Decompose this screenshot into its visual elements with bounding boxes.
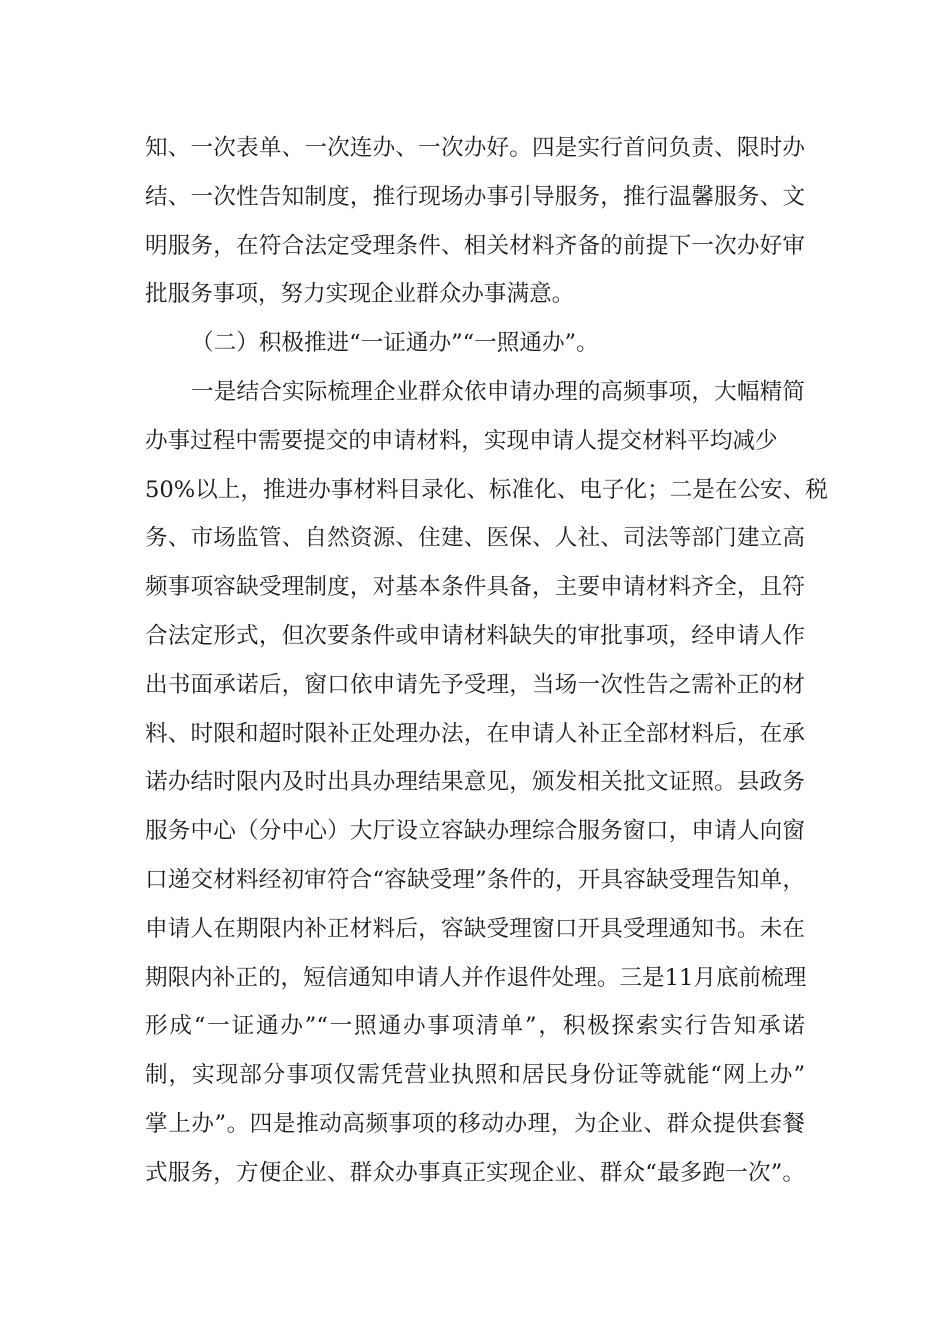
text-line: 诺办结时限内及时出具办理结果意见，颁发相关批文证照。县政务 bbox=[145, 769, 805, 796]
text-line: 办事过程中需要提交的申请材料，实现申请人提交材料平均减少 bbox=[145, 427, 778, 454]
text-line: 申请人在期限内补正材料后，容缺受理窗口开具受理通知书。未在 bbox=[145, 915, 805, 942]
text-line: 知、一次表单、一次连办、一次办好。四是实行首问负责、限时办 bbox=[145, 135, 805, 161]
text-line: 务、市场监管、自然资源、住建、医保、人社、司法等部门建立高 bbox=[145, 525, 805, 552]
text-line: 50%以上，推进办事材料目录化、标准化、电子化；二是在公安、税 bbox=[145, 476, 828, 503]
text-line: 批服务事项，努力实现企业群众办事满意。 bbox=[145, 281, 575, 308]
text-line: 明服务，在符合法定受理条件、相关材料齐备的前提下一次办好审 bbox=[145, 232, 805, 259]
text-line: 口递交材料经初审符合“容缺受理”条件的，开具容缺受理告知单， bbox=[145, 866, 805, 893]
text-line: 形成“一证通办”“一照通办事项清单”，积极探索实行告知承诺 bbox=[145, 1013, 805, 1040]
text-line: 服务中心（分中心）大厅设立容缺办理综合服务窗口，申请人向窗 bbox=[145, 818, 805, 845]
text-line: 结、一次性告知制度，推行现场办事引导服务，推行温馨服务、文 bbox=[145, 183, 805, 210]
text-line: 制，实现部分事项仅需凭营业执照和居民身份证等就能“网上办” bbox=[145, 1062, 805, 1089]
section-heading: （二）积极推进“一证通办”“一照通办”。 bbox=[191, 330, 599, 357]
text-line: 式服务，方便企业、群众办事真正实现企业、群众“最多跑一次”。 bbox=[145, 1159, 805, 1186]
document-body bbox=[145, 124, 828, 1198]
text-line: 出书面承诺后，窗口依申请先予受理，当场一次性告之需补正的材 bbox=[145, 671, 805, 698]
text-line: 掌上办”。四是推动高频事项的移动办理，为企业、群众提供套餐 bbox=[145, 1110, 805, 1137]
text-line: 料、时限和超时限补正处理办法，在申请人补正全部材料后，在承 bbox=[145, 720, 805, 747]
text-line: 频事项容缺受理制度，对基本条件具备，主要申请材料齐全，且符 bbox=[145, 574, 805, 601]
text-line: 一是结合实际梳理企业群众依申请办理的高频事项，大幅精简 bbox=[191, 378, 805, 405]
text-line: 期限内补正的，短信通知申请人并作退件处理。三是11月底前梳理 bbox=[145, 964, 807, 991]
text-line: 合法定形式，但次要条件或申请材料缺失的审批事项，经申请人作 bbox=[145, 622, 805, 649]
